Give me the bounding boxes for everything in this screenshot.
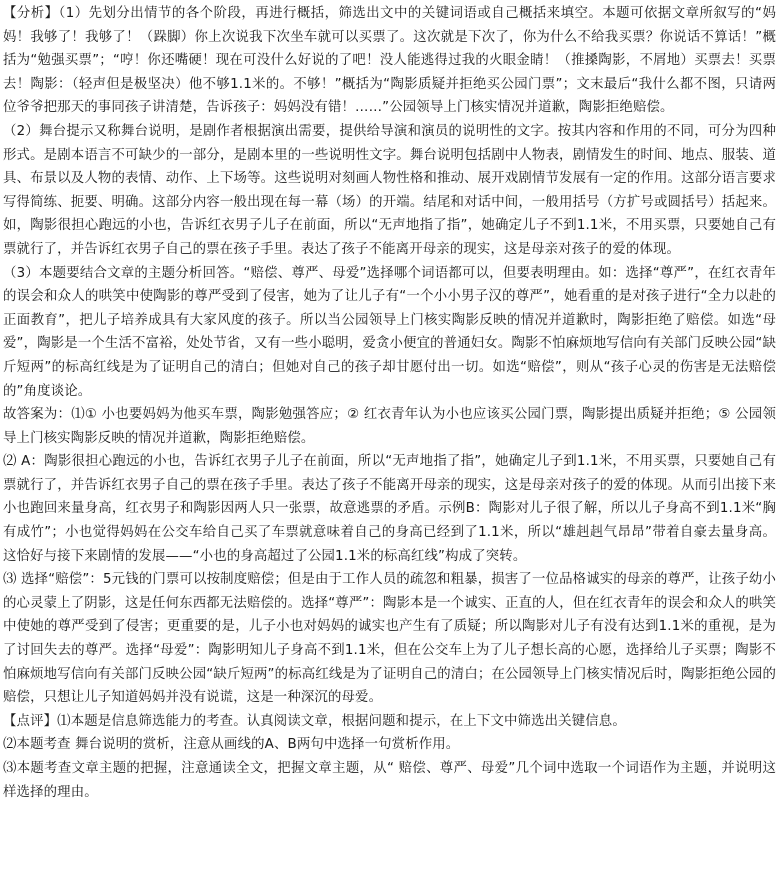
analysis-part-2: （2）舞台提示又称舞台说明，是剧作者根据演出需要，提供给导演和演员的说明性的文字。按其内容和作用的不同，可分为四种形式。是剧本语言不可缺少的一部分，是剧本里的一些说明性文字。舞台说明包括剧中人物表，剧情发生的时间、地点、服装、道具、布景以及人物的表情、动作、上下场等。这些说明对刻画人物性格和推动、展开戏剧情节发展有一定的作用。这部分语言要求写得简练、扼要、明确。这部分内容一般出现在每一幕（场）的开端。结尾和对话中间，一般用括号（方扩号或圆括号）括起来。如，陶影很担心跑远的小也，告诉红衣男子儿子在前面，所以“无声地指了指”，她确定儿子不到1.1米，不用买票，只要她自己有票就行了，并告诉红衣男子自己的票在孩子手里。表达了孩子不能离开母亲的现实，这是母亲对孩子的爱的体现。 <box>3 123 776 257</box>
answer-part-3: ⑶ 选择“赔偿”：5元钱的门票可以按制度赔偿；但是由于工作人员的疏忽和粗暴，损害了一位品格诚实的母亲的尊严，让孩子幼小的心灵蒙上了阴影，这是任何东西都无法赔偿的。选择“尊严”：陶影本是一个诚实、正直的人，但在红衣青年的误会和众人的哄笑中使她的尊严受到了侵害；更重要的是，儿子小也对妈妈的诚实也产生有了质疑；所以陶影对儿子有没有达到1.1米的重视，是为了讨回失去的尊严。选择“母爱”：陶影明知儿子身高不到1.1米，但在公交车上为了儿子想长高的心愿，选择给儿子买票；陶影不怕麻烦地写信向有关部门反映公园“缺斤短两”的标高红线是为了证明自己的清白；在公园领导上门核实情况后时，陶影拒绝公园的赔偿，只想让儿子知道妈妈并没有说谎，这是一种深沉的母爱。 <box>3 572 776 706</box>
comment-part-3: ⑶本题考查文章主题的把握，注意通读全文，把握文章主题，从“ 赔偿、尊严、母爱”几个词中选取一个词语作为主题，并说明这样选择的理由。 <box>3 761 776 800</box>
comment-part-2: ⑵本题考查 舞台说明的赏析，注意从画线的A、B两句中选择一句赏析作用。 <box>3 737 460 753</box>
analysis-part-3: （3）本题要结合文章的主题分析回答。“赔偿、尊严、母爱”选择哪个词语都可以，但要表明理由。如：选择“尊严”，在红衣青年的误会和众人的哄笑中使陶影的尊严受到了侵害，她为了让儿子有“一个小小男子汉的尊严”，她看重的是对孩子进行“全力以赴的正面教育”，把儿子培养成具有大家风度的孩子。所以当公园领导上门核实陶影反映的情况并道歉时，陶影拒绝了赔偿。如选“母爱”，陶影是一个生活不富裕，处处节省，又有一些小聪明，爱贪小便宜的普通妇女。陶影不怕麻烦地写信向有关部门反映公园“缺斤短两”的标高红线是为了证明自己的清白；但她对自己的孩子却甘愿付出一切。如选“赔偿”，则从“孩子心灵的伤害是无法赔偿的”角度谈论。 <box>3 265 776 399</box>
analysis-part-1: 【分析】（1）先划分出情节的各个阶段，再进行概括，筛选出文中的关键词语或自己概括来填空。本题可依据文章所叙写的“妈妈！我够了！我够了！（跺脚）你上次说我下次坐车就可以买票了。这次就是下次了，你为什么不给我买票？你说话不算话！”概括为“勉强买票”；“哼！你还嘴硬！现在可没什么好说的了吧！没人能逃得过我的火眼金睛！（推搡陶影，不屑地）买票去！买票去！陶影：（轻声但是极坚决）他不够1.1米的。不够！”概括为“陶影质疑并拒绝买公园门票”；文末最后“我什么都不图，只请两位爷爷把那天的事同孩子讲清楚，告诉孩子：妈妈没有错！……”公园领导上门核实情况并道歉，陶影拒绝赔偿。 <box>3 6 776 116</box>
answer-part-2: ⑵ A：陶影很担心跑远的小也，告诉红衣男子儿子在前面，所以“无声地指了指”，她确定儿子到1.1米，不用买票，只要她自己有票就行了，并告诉红衣男子自己的票在孩子手里。表达了孩子不能离开母亲的现实，这是母亲对孩子的爱的体现。从而引出接下来小也跑回来量身高，红衣男子和陶影因两人只一张票，故意逃票的矛盾。示例B：陶影对儿子很了解，所以儿子身高不到1.1米“胸有成竹”；小也觉得妈妈在公交车给自己买了车票就意味着自己的身高已经到了1.1米，所以“雄赳赳气昂昂”带着自豪去量身高。这恰好与接下来剧情的发展——“小也的身高超过了公园1.1米的标高红线”构成了突转。 <box>3 454 776 564</box>
comment-part-1: 【点评】⑴本题是信息筛选能力的考查。认真阅读文章，根据问题和提示，在上下文中筛选出关键信息。 <box>3 713 626 729</box>
answer-part-1: 故答案为：⑴① 小也要妈妈为他买车票，陶影勉强答应；② 红衣青年认为小也应该买公园门票，陶影提出质疑并拒绝；⑤ 公园领导上门核实陶影反映的情况并道歉，陶影拒绝赔偿。 <box>3 407 776 446</box>
